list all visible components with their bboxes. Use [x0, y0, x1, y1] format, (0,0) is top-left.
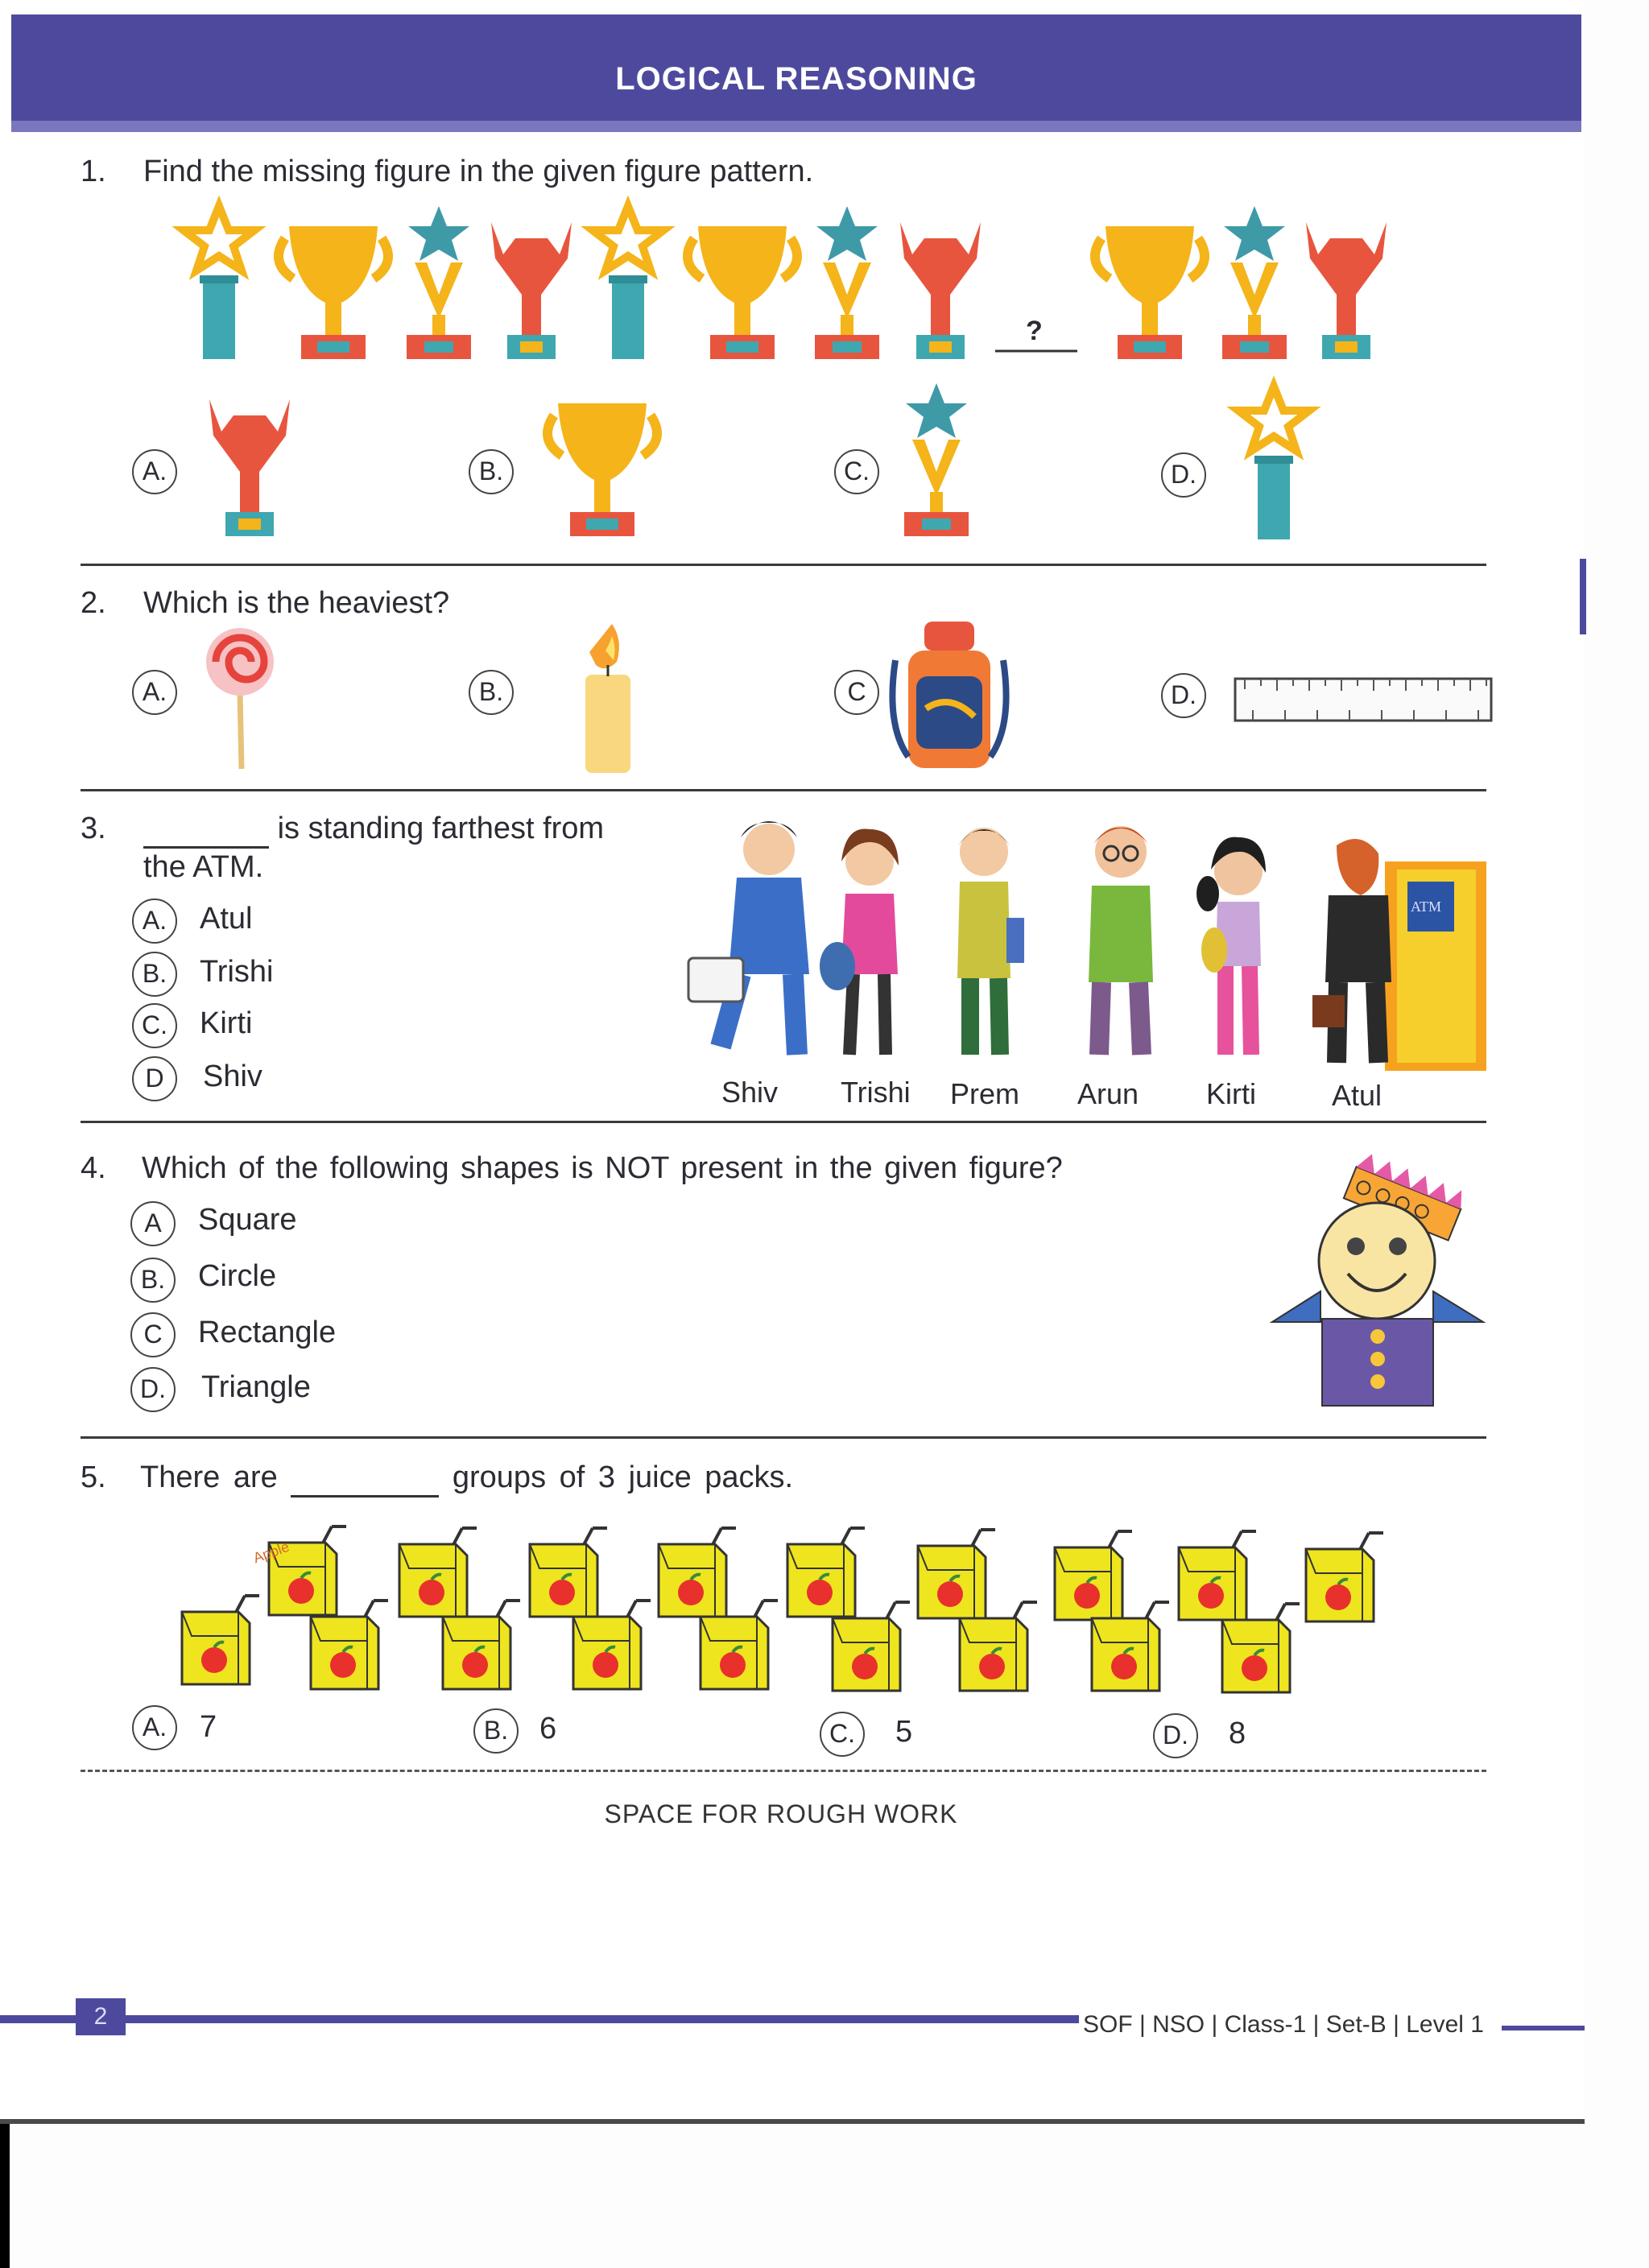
juice-pack-6	[530, 1528, 607, 1617]
q2-option-c[interactable]: C	[834, 670, 879, 715]
q5-number: 5.	[81, 1460, 106, 1494]
section-title: LOGICAL REASONING	[615, 61, 977, 97]
juice-pack-label: Apple	[250, 1538, 291, 1567]
q4-text: Which of the following shapes is NOT present in the given figure?	[142, 1151, 1063, 1185]
q4-option-a-text: Square	[198, 1203, 297, 1237]
q5-option-d[interactable]: D.	[1153, 1713, 1198, 1758]
q5-option-c[interactable]: C.	[820, 1712, 865, 1757]
q1-option-c[interactable]: C.	[834, 449, 879, 494]
scan-border	[0, 2124, 10, 2268]
page-number: 2	[76, 1998, 126, 2035]
q3-option-a-text: Atul	[200, 902, 253, 936]
page-edge	[0, 2119, 1585, 2124]
q5-option-c-text: 5	[895, 1715, 913, 1749]
q3-text-part1: is standing farthest from	[277, 812, 605, 845]
q3-text-line2: the ATM.	[143, 850, 264, 884]
q2-option-d[interactable]: D.	[1161, 673, 1206, 718]
q2-option-b[interactable]: B.	[469, 670, 514, 715]
footer-text: SOF | NSO | Class-1 | Set-B | Level 1	[1083, 2011, 1484, 2038]
rough-work-label: SPACE FOR ROUGH WORK	[604, 1799, 958, 1828]
juice-pack-18	[1306, 1533, 1383, 1621]
q4-option-b[interactable]: B.	[130, 1258, 176, 1303]
q3-option-c-text: Kirti	[200, 1006, 253, 1040]
q1-option-d[interactable]: D.	[1161, 452, 1206, 498]
q5-text-part2: groups of 3 juice packs.	[452, 1460, 794, 1494]
q5-option-a-text: 7	[200, 1710, 217, 1744]
q2-text: Which is the heaviest?	[143, 586, 450, 620]
q5-option-b[interactable]: B.	[473, 1708, 519, 1754]
q4-option-a[interactable]: A	[130, 1201, 176, 1246]
q4-option-d[interactable]: D.	[130, 1367, 176, 1412]
juice-pack-1	[182, 1596, 259, 1684]
q3-option-c[interactable]: C.	[132, 1003, 177, 1048]
name-trishi: Trishi	[841, 1076, 911, 1109]
q5-option-a[interactable]: A.	[132, 1705, 177, 1750]
juice-pack-16	[1179, 1531, 1256, 1620]
q4-option-d-text: Triangle	[201, 1370, 311, 1404]
footer-line-right	[1502, 2026, 1585, 2030]
q3-option-a[interactable]: A.	[132, 899, 177, 944]
missing-mark: ?	[1026, 316, 1043, 346]
q3-option-b-text: Trishi	[200, 955, 274, 989]
footer-line	[0, 2015, 1079, 2023]
atm-label: ATM	[1411, 899, 1442, 915]
q2-option-a[interactable]: A.	[132, 670, 177, 715]
q1-option-b[interactable]: B.	[469, 449, 514, 494]
q1-option-a[interactable]: A.	[132, 449, 177, 494]
name-prem: Prem	[950, 1077, 1020, 1110]
q5-option-d-text: 8	[1229, 1716, 1246, 1750]
q3-option-d[interactable]: D	[132, 1056, 177, 1101]
juice-pack-12	[918, 1530, 995, 1618]
q1-text: Find the missing figure in the given figure pattern.	[143, 155, 814, 188]
juice-pack-4	[399, 1528, 477, 1617]
q3-option-b[interactable]: B.	[132, 952, 177, 997]
q5-option-b-text: 6	[539, 1712, 557, 1745]
juice-pack-8	[659, 1528, 736, 1617]
name-shiv: Shiv	[721, 1076, 779, 1109]
juice-pack-10	[787, 1528, 865, 1617]
name-atul: Atul	[1332, 1079, 1382, 1112]
q4-number: 4.	[81, 1151, 106, 1185]
q4-option-c-text: Rectangle	[198, 1316, 337, 1349]
name-kirti: Kirti	[1206, 1077, 1256, 1110]
q3-option-d-text: Shiv	[203, 1060, 262, 1093]
juice-pack-14	[1055, 1531, 1132, 1620]
q4-option-c[interactable]: C	[130, 1312, 176, 1357]
q2-number: 2.	[81, 586, 106, 620]
q1-number: 1.	[81, 155, 106, 188]
dashed-divider	[81, 1770, 1486, 1772]
q4-option-b-text: Circle	[198, 1259, 277, 1293]
name-arun: Arun	[1077, 1077, 1139, 1110]
q3-number: 3.	[81, 812, 106, 845]
q5-text-part1: There are	[140, 1460, 278, 1494]
